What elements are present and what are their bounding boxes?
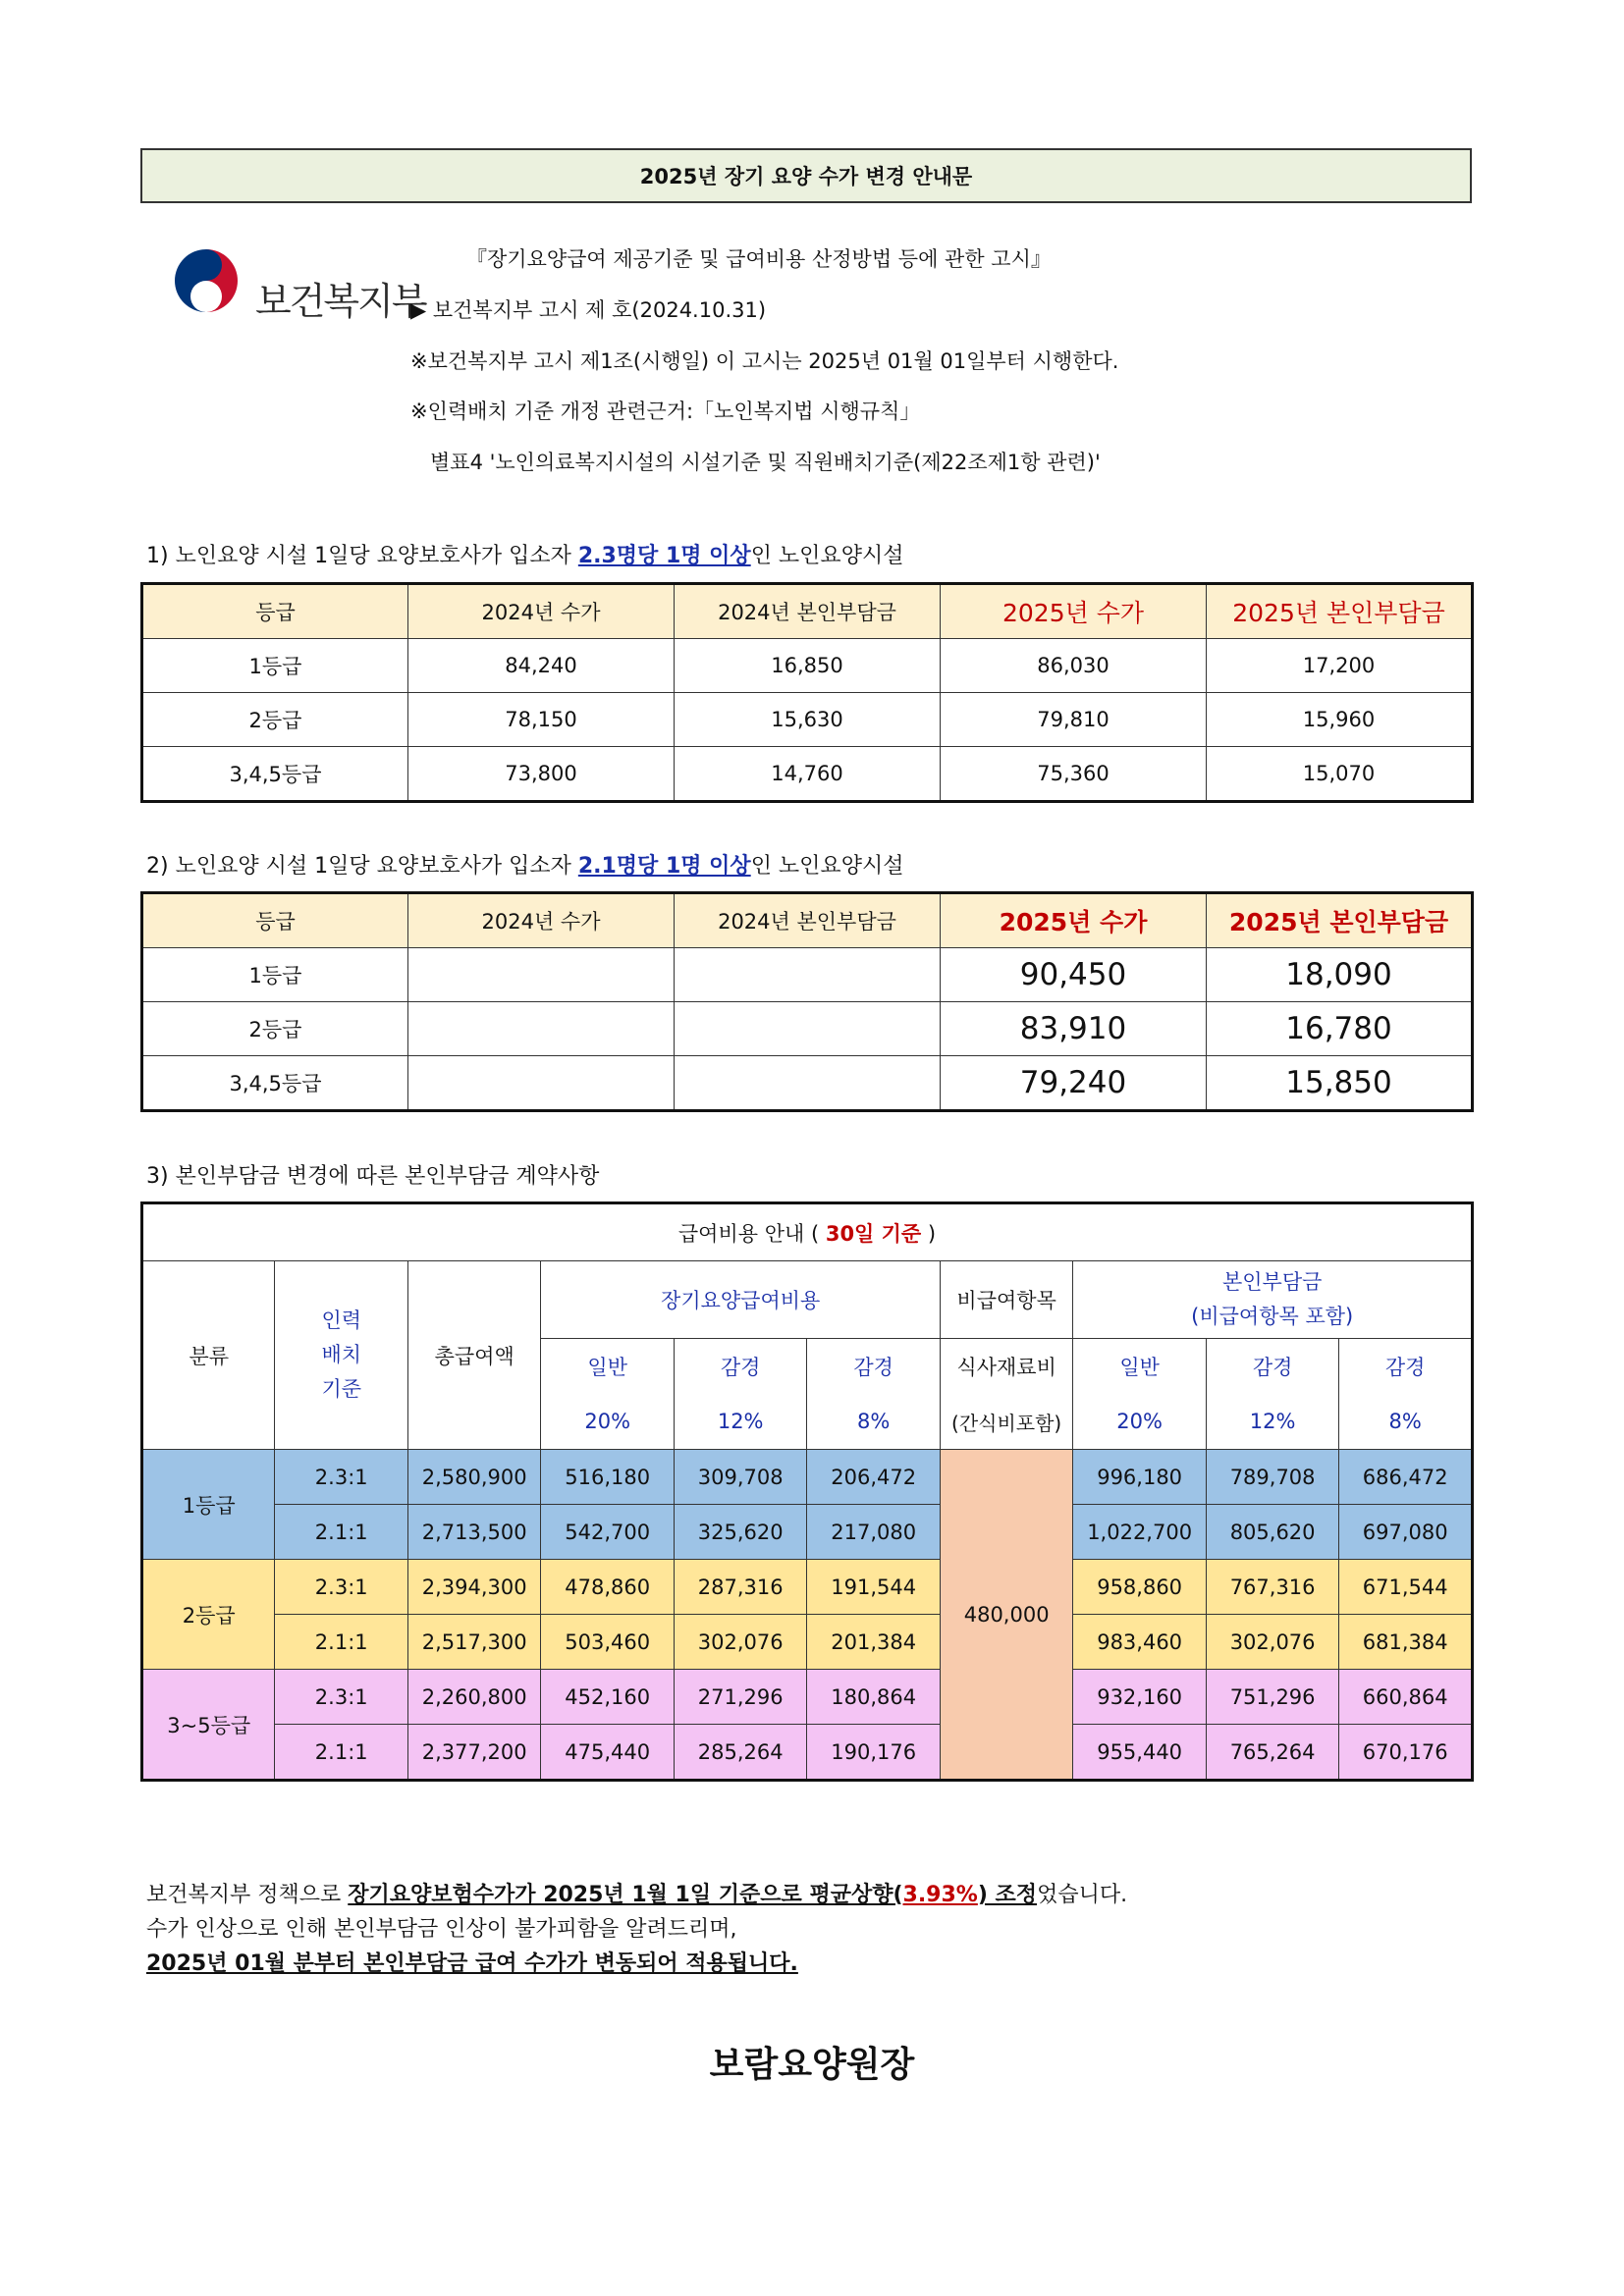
signature: 보람요양원장 xyxy=(709,2045,915,2085)
table-row: 1등급 90,450 18,090 xyxy=(142,948,1473,1002)
header-nonpay: 비급여항목 xyxy=(940,1261,1072,1339)
contract-fee-table xyxy=(140,1201,1474,1782)
page-title: 2025년 장기 요양 수가 변경 안내문 xyxy=(140,148,1472,203)
table-row: 2.1:1 2,517,300 503,460 302,076 201,384 983,460 302,076 681,384 xyxy=(142,1615,1473,1670)
notice-line-2: 수가 인상으로 인해 본인부담금 인상이 불가피함을 알려드리며, xyxy=(146,1917,737,1942)
grade-1-label: 1등급 xyxy=(142,1450,275,1560)
header-class: 분류 xyxy=(142,1261,275,1450)
fee-table-2-1 xyxy=(140,891,1474,1112)
table-row: 3,4,5등급 73,800 14,760 75,360 15,070 xyxy=(142,747,1473,802)
table-row: 1등급 84,240 16,850 86,030 17,200 xyxy=(142,639,1473,693)
header-self-pay: 본인부담금 (비급여항목 포함) xyxy=(1073,1261,1473,1339)
table-row: 1등급 2.3:1 2,580,900 516,180 309,708 206,472 480,000 996,180 789,708 686,472 xyxy=(142,1450,1473,1505)
ministry-emblem-icon xyxy=(167,241,245,359)
grade-3-5-label: 3~5등급 xyxy=(142,1670,275,1781)
section1-label: 1) 노인요양 시설 1일당 요양보호사가 입소자 2.3명당 1명 이상인 노인요양시설 xyxy=(146,544,904,568)
table-row: 2등급 83,910 16,780 xyxy=(142,1002,1473,1056)
staffing-basis-note: ※인력배치 기준 개정 관련근거:「노인복지법 시행규칙」 xyxy=(410,400,921,423)
notice-line-3: 2025년 01월 분부터 본인부담금 급여 수가가 변동되어 적용됩니다. xyxy=(146,1951,798,1976)
table-caption: 급여비용 안내 ( 30일 기준 ) xyxy=(142,1203,1473,1261)
header-ltc-cost: 장기요양급여비용 xyxy=(541,1261,940,1339)
notice-line-1: 보건복지부 정책으로 장기요양보험수가가 2025년 1월 1일 기준으로 평균상향(3.93%) 조정었습니다. xyxy=(146,1883,1128,1907)
ministry-logo xyxy=(167,241,426,359)
notice-number: ▶ 보건복지부 고시 제 호(2024.10.31) xyxy=(410,298,767,322)
table-header-row xyxy=(142,1261,1473,1339)
table-row: 2.1:1 2,713,500 542,700 325,620 217,080 1,022,700 805,620 697,080 xyxy=(142,1505,1473,1560)
section3-label: 3) 본인부담금 변경에 따른 본인부담금 계약사항 xyxy=(146,1164,600,1189)
notice-reference: 『장기요양급여 제공기준 및 급여비용 산정방법 등에 관한 고시』 xyxy=(466,247,1052,271)
table-row: 2.1:1 2,377,200 475,440 285,264 190,176 955,440 765,264 670,176 xyxy=(142,1725,1473,1781)
header-total: 총급여액 xyxy=(407,1261,540,1450)
ministry-logo-text: 보건복지부 xyxy=(255,280,426,323)
grade-2-label: 2등급 xyxy=(142,1560,275,1670)
table-row: 3,4,5등급 79,240 15,850 xyxy=(142,1056,1473,1111)
table-row: 3~5등급 2.3:1 2,260,800 452,160 271,296 180,864 932,160 751,296 660,864 xyxy=(142,1670,1473,1725)
table-header-row: 등급 2024년 수가 2024년 본인부담금 2025년 수가 2025년 본인부담금 xyxy=(142,893,1473,948)
header-staffing: 인력 배치 기준 xyxy=(275,1261,407,1450)
fee-table-2-3 xyxy=(140,582,1474,803)
meal-cost-value: 480,000 xyxy=(940,1450,1072,1781)
table-caption-row xyxy=(142,1203,1473,1261)
effective-date-note: ※보건복지부 고시 제1조(시행일) 이 고시는 2025년 01월 01일부터 시행한다. xyxy=(410,349,1119,373)
table-subheader-row: 20% 12% 8% (간식비포함) 20% 12% 8% xyxy=(142,1394,1473,1450)
table-header-row: 등급 2024년 수가 2024년 본인부담금 2025년 수가 2025년 본인부담금 xyxy=(142,584,1473,639)
table-row: 2등급 2.3:1 2,394,300 478,860 287,316 191,544 958,860 767,316 671,544 xyxy=(142,1560,1473,1615)
staffing-appendix-note: 별표4 '노인의료복지시설의 시설기준 및 직원배치기준(제22조제1항 관련)' xyxy=(430,451,1101,474)
section2-label: 2) 노인요양 시설 1일당 요양보호사가 입소자 2.1명당 1명 이상인 노인요양시설 xyxy=(146,854,904,879)
table-subheader-row: 일반 감경 감경 식사재료비 일반 감경 감경 xyxy=(142,1339,1473,1395)
table-row: 2등급 78,150 15,630 79,810 15,960 xyxy=(142,693,1473,747)
